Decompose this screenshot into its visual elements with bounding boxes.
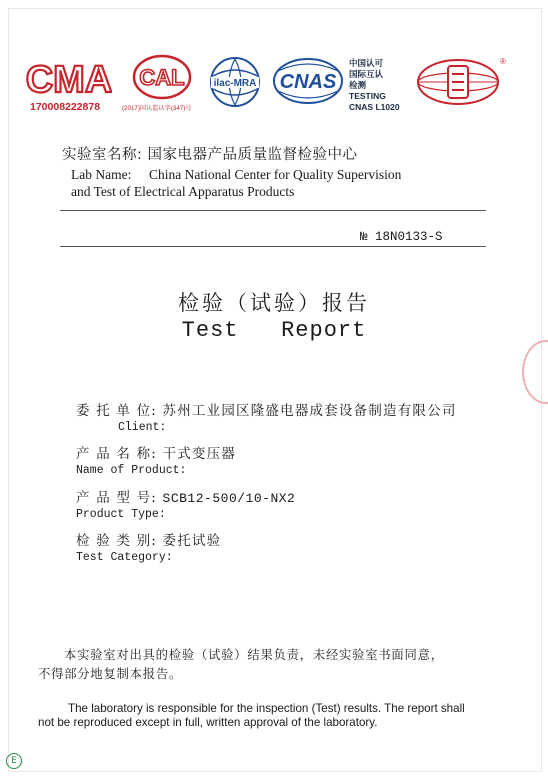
globe-logo xyxy=(414,54,506,108)
cal-note: (2017)国认监认字(347)号 xyxy=(122,105,192,112)
report-number: № 18N0133-S xyxy=(360,230,443,244)
cma-text: CMA xyxy=(26,59,112,100)
cnas-line-2: 国际互认 xyxy=(349,69,384,79)
accreditation-logo-row xyxy=(0,50,548,130)
product-name-label-cn: 产 品 名 称: xyxy=(76,446,158,462)
client-value: 苏州工业园区隆盛电器成套设备制造有限公司 xyxy=(162,403,457,419)
cal-text: CAL xyxy=(139,65,185,90)
field-product-type xyxy=(76,486,516,521)
lab-name-cn-label: 实验室名称: xyxy=(62,147,143,163)
ilac-mra-logo xyxy=(205,56,265,108)
product-name-label-en: Name of Product: xyxy=(76,464,187,477)
disclaimer-cn-line-1: 本实验室对出具的检验（试验）结果负责，未经实验室书面同意， xyxy=(64,648,444,662)
test-category-value: 委托试验 xyxy=(162,533,222,549)
cma-number: 170008222878 xyxy=(30,101,101,113)
corner-mark-icon: E xyxy=(6,753,22,769)
divider-bottom xyxy=(60,246,486,247)
cnas-logo xyxy=(272,57,344,105)
cnas-line-5: CNAS L1020 xyxy=(349,102,400,112)
report-title-cn: 检验（试验）报告 xyxy=(178,291,370,315)
divider-top xyxy=(60,210,486,211)
field-product-name xyxy=(76,442,516,477)
lab-name-en-label: Lab Name: xyxy=(71,167,132,182)
product-type-value: SCB12-500/10-NX2 xyxy=(162,491,296,506)
test-category-label-en: Test Category: xyxy=(76,551,173,564)
lab-name-en-line-2: and Test of Electrical Apparatus Products xyxy=(71,184,295,199)
lab-name-cn: 国家电器产品质量监督检验中心 xyxy=(147,147,358,163)
product-type-label-en: Product Type: xyxy=(76,508,166,521)
cnas-line-4: TESTING xyxy=(349,91,386,101)
lab-name-en-line-1: China National Center for Quality Supervision xyxy=(149,167,402,182)
cnas-text: CNAS xyxy=(279,71,337,93)
cma-logo xyxy=(26,56,112,100)
cnas-line-1: 中国认可 xyxy=(349,58,384,68)
field-test-category xyxy=(76,529,516,564)
lab-name-block xyxy=(62,143,502,200)
disclaimer-cn xyxy=(38,646,508,684)
product-type-label-cn: 产 品 型 号: xyxy=(76,490,158,506)
disclaimer-en-line-2: not be reproduced except in full, written approval of the laboratory. xyxy=(38,716,378,729)
product-name-value: 干式变压器 xyxy=(162,446,237,462)
disclaimer-en xyxy=(38,702,518,730)
test-category-label-cn: 检 验 类 别: xyxy=(76,533,158,549)
ilac-text: ilac-MRA xyxy=(213,78,257,89)
disclaimer-en-line-1: The laboratory is responsible for the inspection (Test) results. The report shall xyxy=(68,702,465,715)
cnas-accreditation-text xyxy=(349,58,400,113)
disclaimer-cn-line-2: 不得部分地复制本报告。 xyxy=(38,667,183,681)
client-label-cn: 委 托 单 位: xyxy=(76,403,158,419)
cnas-line-3: 检测 xyxy=(349,80,367,90)
client-label-en: Client: xyxy=(118,421,167,434)
cal-logo xyxy=(130,54,194,100)
report-title-en: Test Report xyxy=(181,318,367,343)
field-client xyxy=(76,399,516,434)
registered-mark: ® xyxy=(500,57,506,66)
